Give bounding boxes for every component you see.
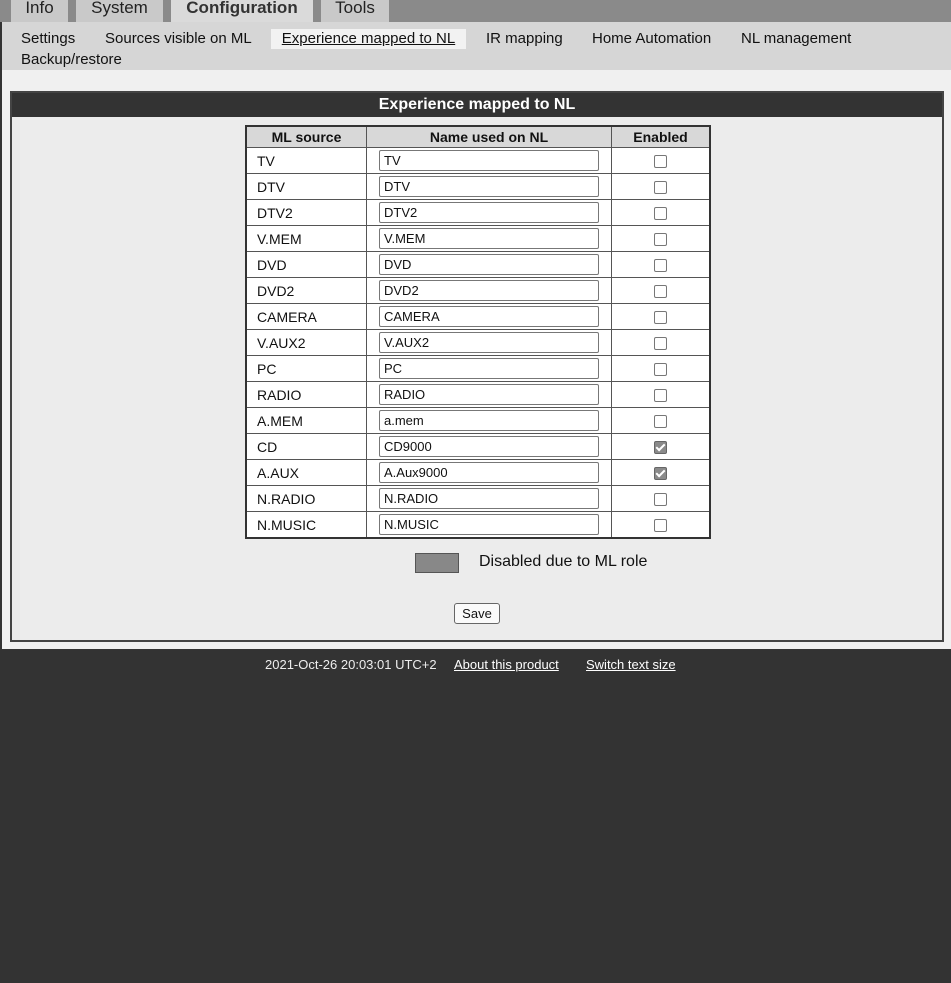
nl-name-input[interactable]	[379, 384, 599, 405]
name-cell	[367, 278, 612, 304]
enabled-checkbox[interactable]	[654, 207, 667, 220]
ml-source-cell: DTV2	[246, 200, 367, 226]
name-cell	[367, 252, 612, 278]
subnav-experience-mapped-to-nl[interactable]: Experience mapped to NL	[271, 29, 466, 49]
name-cell	[367, 382, 612, 408]
panel-title: Experience mapped to NL	[12, 93, 942, 117]
enabled-cell	[612, 304, 711, 330]
subnav-home-automation[interactable]: Home Automation	[592, 30, 712, 47]
ml-source-cell: CD	[246, 434, 367, 460]
enabled-checkbox[interactable]	[654, 233, 667, 246]
enabled-checkbox[interactable]	[654, 181, 667, 194]
ml-source-cell: DVD	[246, 252, 367, 278]
table-row	[246, 408, 710, 434]
table-row	[246, 252, 710, 278]
subnav-backup-restore[interactable]: Backup/restore	[21, 51, 122, 68]
tab-tools[interactable]: Tools	[321, 0, 389, 22]
enabled-cell	[612, 512, 711, 539]
table-row	[246, 200, 710, 226]
enabled-checkbox[interactable]	[654, 155, 667, 168]
enabled-cell	[612, 382, 711, 408]
enabled-checkbox[interactable]	[654, 493, 667, 506]
nl-name-input[interactable]	[379, 150, 599, 171]
enabled-checkbox[interactable]	[654, 519, 667, 532]
column-header-ml-source: ML source	[246, 126, 367, 148]
nl-name-input[interactable]	[379, 228, 599, 249]
enabled-cell	[612, 408, 711, 434]
nl-name-input[interactable]	[379, 410, 599, 431]
table-row	[246, 304, 710, 330]
footer	[0, 656, 951, 674]
enabled-checkbox[interactable]	[654, 389, 667, 402]
ml-source-cell: V.MEM	[246, 226, 367, 252]
legend-disabled-swatch	[415, 553, 459, 573]
tab-configuration[interactable]: Configuration	[171, 0, 313, 23]
save-button[interactable]: Save	[454, 603, 500, 624]
nl-name-input[interactable]	[379, 254, 599, 275]
subnav-settings[interactable]: Settings	[21, 30, 76, 47]
ml-source-cell: DTV	[246, 174, 367, 200]
tab-info[interactable]: Info	[11, 0, 68, 22]
table-row	[246, 512, 710, 539]
ml-source-cell: DVD2	[246, 278, 367, 304]
nl-name-input[interactable]	[379, 280, 599, 301]
ml-source-cell: A.MEM	[246, 408, 367, 434]
name-cell	[367, 174, 612, 200]
table-row	[246, 356, 710, 382]
table-row	[246, 486, 710, 512]
name-cell	[367, 226, 612, 252]
enabled-checkbox[interactable]	[654, 415, 667, 428]
ml-source-cell: RADIO	[246, 382, 367, 408]
mapping-table	[245, 125, 711, 539]
enabled-cell	[612, 148, 711, 174]
name-cell	[367, 434, 612, 460]
nl-name-input[interactable]	[379, 436, 599, 457]
enabled-cell	[612, 356, 711, 382]
enabled-cell	[612, 434, 711, 460]
enabled-checkbox[interactable]	[654, 285, 667, 298]
name-cell	[367, 512, 612, 539]
enabled-cell	[612, 278, 711, 304]
enabled-checkbox[interactable]	[654, 259, 667, 272]
nl-name-input[interactable]	[379, 488, 599, 509]
table-header-row	[246, 126, 710, 148]
subnav-sources-visible-on-ml[interactable]: Sources visible on ML	[105, 30, 252, 47]
nl-name-input[interactable]	[379, 332, 599, 353]
enabled-cell	[612, 200, 711, 226]
table-body	[246, 148, 710, 539]
nl-name-input[interactable]	[379, 514, 599, 535]
ml-source-cell: CAMERA	[246, 304, 367, 330]
top-tab-bar	[0, 0, 951, 22]
name-cell	[367, 460, 612, 486]
column-header-enabled: Enabled	[612, 126, 711, 148]
switch-text-size-link[interactable]: Switch text size	[586, 657, 676, 672]
name-cell	[367, 304, 612, 330]
subnav-ir-mapping[interactable]: IR mapping	[486, 30, 563, 47]
table-row	[246, 330, 710, 356]
enabled-cell	[612, 174, 711, 200]
ml-source-cell: V.AUX2	[246, 330, 367, 356]
nl-name-input[interactable]	[379, 358, 599, 379]
enabled-cell	[612, 226, 711, 252]
enabled-cell	[612, 486, 711, 512]
name-cell	[367, 486, 612, 512]
ml-source-cell: N.RADIO	[246, 486, 367, 512]
about-this-product-link[interactable]: About this product	[454, 657, 559, 672]
column-header-name-used-on-nl: Name used on NL	[367, 126, 612, 148]
name-cell	[367, 148, 612, 174]
enabled-cell	[612, 252, 711, 278]
name-cell	[367, 408, 612, 434]
footer-timestamp: 2021-Oct-26 20:03:01 UTC+2	[265, 657, 437, 672]
table-row	[246, 148, 710, 174]
table-row	[246, 226, 710, 252]
enabled-checkbox[interactable]	[654, 311, 667, 324]
ml-source-cell: A.AUX	[246, 460, 367, 486]
table-row	[246, 434, 710, 460]
enabled-cell	[612, 330, 711, 356]
name-cell	[367, 330, 612, 356]
nl-name-input[interactable]	[379, 306, 599, 327]
ml-source-cell: N.MUSIC	[246, 512, 367, 539]
nl-name-input[interactable]	[379, 462, 599, 483]
nl-name-input[interactable]	[379, 202, 599, 223]
ml-source-cell: PC	[246, 356, 367, 382]
table-row	[246, 382, 710, 408]
name-cell	[367, 356, 612, 382]
name-cell	[367, 200, 612, 226]
enabled-checkbox[interactable]	[654, 337, 667, 350]
table-row	[246, 460, 710, 486]
tab-system[interactable]: System	[76, 0, 163, 22]
table-row	[246, 174, 710, 200]
ml-source-cell: TV	[246, 148, 367, 174]
nl-name-input[interactable]	[379, 176, 599, 197]
subnav-nl-management[interactable]: NL management	[741, 30, 852, 47]
legend-text: Disabled due to ML role	[479, 553, 648, 570]
enabled-checkbox[interactable]	[654, 363, 667, 376]
table-row	[246, 278, 710, 304]
enabled-checkbox[interactable]	[654, 467, 667, 480]
enabled-cell	[612, 460, 711, 486]
enabled-checkbox[interactable]	[654, 441, 667, 454]
